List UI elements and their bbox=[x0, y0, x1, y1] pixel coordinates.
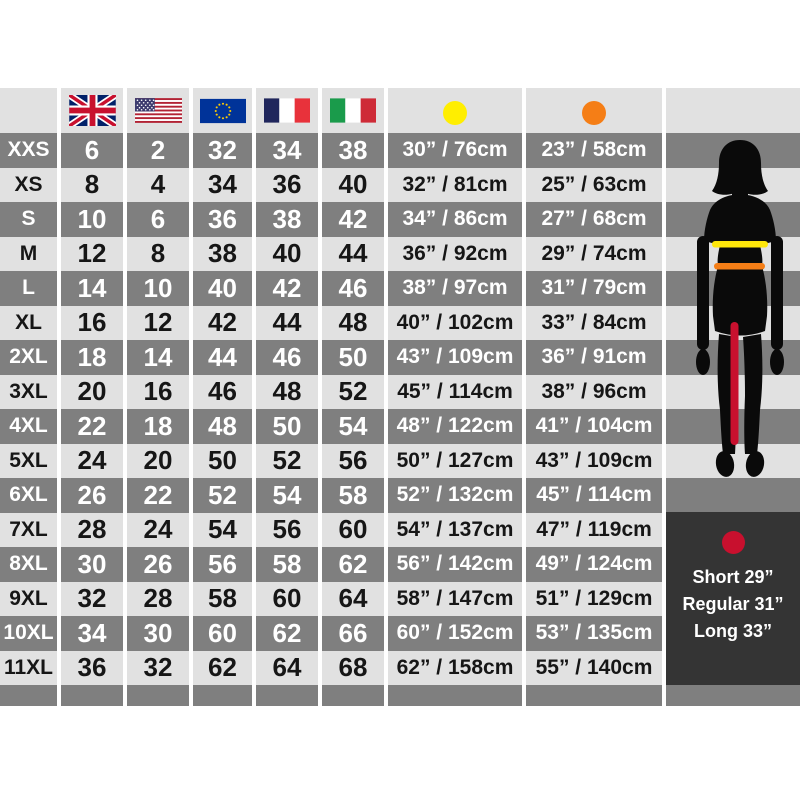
cell-size-S: S bbox=[0, 202, 57, 237]
cell-chest-XL: 40” / 102cm bbox=[388, 306, 522, 341]
cell-chest-6XL: 52” / 132cm bbox=[388, 478, 522, 513]
cell-italy-2XL: 50 bbox=[322, 340, 384, 375]
footer-stripe bbox=[0, 685, 57, 706]
eu-flag-icon bbox=[200, 98, 246, 124]
cell-usa-2XL: 14 bbox=[127, 340, 189, 375]
cell-uk-9XL: 32 bbox=[61, 582, 123, 617]
cell-eu-9XL: 58 bbox=[193, 582, 252, 617]
figure-column-stripe bbox=[666, 444, 800, 479]
cell-size-2XL: 2XL bbox=[0, 340, 57, 375]
footer-stripe bbox=[666, 685, 800, 706]
cell-waist-2XL: 36” / 91cm bbox=[526, 340, 662, 375]
cell-size-3XL: 3XL bbox=[0, 375, 57, 410]
cell-waist-7XL: 47” / 119cm bbox=[526, 513, 662, 548]
uk-flag-icon bbox=[69, 95, 116, 126]
cell-france-M: 40 bbox=[256, 237, 318, 272]
cell-chest-5XL: 50” / 127cm bbox=[388, 444, 522, 479]
cell-italy-XS: 40 bbox=[322, 168, 384, 203]
cell-waist-10XL: 53” / 135cm bbox=[526, 616, 662, 651]
footer-stripe bbox=[388, 685, 522, 706]
cell-eu-XXS: 32 bbox=[193, 133, 252, 168]
cell-size-8XL: 8XL bbox=[0, 547, 57, 582]
cell-eu-XL: 42 bbox=[193, 306, 252, 341]
cell-uk-5XL: 24 bbox=[61, 444, 123, 479]
cell-eu-2XL: 44 bbox=[193, 340, 252, 375]
figure-column-stripe bbox=[666, 168, 800, 203]
italy-column-header bbox=[322, 88, 384, 133]
cell-waist-11XL: 55” / 140cm bbox=[526, 651, 662, 686]
cell-eu-10XL: 60 bbox=[193, 616, 252, 651]
footer-stripe bbox=[127, 685, 189, 706]
cell-france-4XL: 50 bbox=[256, 409, 318, 444]
cell-chest-9XL: 58” / 147cm bbox=[388, 582, 522, 617]
cell-chest-M: 36” / 92cm bbox=[388, 237, 522, 272]
eu-column-header bbox=[193, 88, 252, 133]
cell-italy-5XL: 56 bbox=[322, 444, 384, 479]
cell-italy-M: 44 bbox=[322, 237, 384, 272]
cell-france-S: 38 bbox=[256, 202, 318, 237]
cell-italy-L: 46 bbox=[322, 271, 384, 306]
cell-size-11XL: 11XL bbox=[0, 651, 57, 686]
cell-chest-4XL: 48” / 122cm bbox=[388, 409, 522, 444]
cell-eu-S: 36 bbox=[193, 202, 252, 237]
figure-column-header bbox=[666, 88, 800, 133]
cell-france-8XL: 58 bbox=[256, 547, 318, 582]
cell-size-XL: XL bbox=[0, 306, 57, 341]
cell-chest-8XL: 56” / 142cm bbox=[388, 547, 522, 582]
cell-uk-7XL: 28 bbox=[61, 513, 123, 548]
cell-france-11XL: 64 bbox=[256, 651, 318, 686]
cell-usa-6XL: 22 bbox=[127, 478, 189, 513]
cell-size-XS: XS bbox=[0, 168, 57, 203]
cell-italy-S: 42 bbox=[322, 202, 384, 237]
cell-italy-9XL: 64 bbox=[322, 582, 384, 617]
figure-column-stripe bbox=[666, 133, 800, 168]
cell-waist-XXS: 23” / 58cm bbox=[526, 133, 662, 168]
cell-france-XS: 36 bbox=[256, 168, 318, 203]
waist-column-header bbox=[526, 88, 662, 133]
cell-uk-2XL: 18 bbox=[61, 340, 123, 375]
cell-usa-10XL: 30 bbox=[127, 616, 189, 651]
cell-size-L: L bbox=[0, 271, 57, 306]
cell-uk-XL: 16 bbox=[61, 306, 123, 341]
cell-france-XXS: 34 bbox=[256, 133, 318, 168]
cell-chest-3XL: 45” / 114cm bbox=[388, 375, 522, 410]
cell-waist-9XL: 51” / 129cm bbox=[526, 582, 662, 617]
cell-uk-S: 10 bbox=[61, 202, 123, 237]
usa-flag-icon bbox=[135, 97, 182, 124]
cell-size-XXS: XXS bbox=[0, 133, 57, 168]
cell-uk-8XL: 30 bbox=[61, 547, 123, 582]
footer-stripe bbox=[322, 685, 384, 706]
figure-column-stripe bbox=[666, 202, 800, 237]
cell-eu-6XL: 52 bbox=[193, 478, 252, 513]
size-column-header bbox=[0, 88, 57, 133]
waist-dot-icon bbox=[582, 101, 606, 125]
chest-dot-icon bbox=[443, 101, 467, 125]
cell-usa-5XL: 20 bbox=[127, 444, 189, 479]
cell-uk-6XL: 26 bbox=[61, 478, 123, 513]
leg-length-panel bbox=[666, 512, 800, 685]
cell-chest-2XL: 43” / 109cm bbox=[388, 340, 522, 375]
cell-usa-4XL: 18 bbox=[127, 409, 189, 444]
cell-france-6XL: 54 bbox=[256, 478, 318, 513]
cell-usa-7XL: 24 bbox=[127, 513, 189, 548]
cell-usa-L: 10 bbox=[127, 271, 189, 306]
cell-size-M: M bbox=[0, 237, 57, 272]
cell-france-L: 42 bbox=[256, 271, 318, 306]
figure-column-stripe bbox=[666, 375, 800, 410]
figure-column-stripe bbox=[666, 409, 800, 444]
cell-eu-3XL: 46 bbox=[193, 375, 252, 410]
footer-stripe bbox=[526, 685, 662, 706]
cell-waist-8XL: 49” / 124cm bbox=[526, 547, 662, 582]
cell-italy-XL: 48 bbox=[322, 306, 384, 341]
cell-eu-XS: 34 bbox=[193, 168, 252, 203]
chest-column-header bbox=[388, 88, 522, 133]
cell-usa-8XL: 26 bbox=[127, 547, 189, 582]
figure-column-stripe bbox=[666, 340, 800, 375]
cell-usa-XXS: 2 bbox=[127, 133, 189, 168]
cell-size-7XL: 7XL bbox=[0, 513, 57, 548]
cell-eu-L: 40 bbox=[193, 271, 252, 306]
cell-eu-M: 38 bbox=[193, 237, 252, 272]
cell-waist-XS: 25” / 63cm bbox=[526, 168, 662, 203]
cell-chest-L: 38” / 97cm bbox=[388, 271, 522, 306]
cell-uk-4XL: 22 bbox=[61, 409, 123, 444]
cell-chest-10XL: 60” / 152cm bbox=[388, 616, 522, 651]
cell-uk-11XL: 36 bbox=[61, 651, 123, 686]
cell-waist-5XL: 43” / 109cm bbox=[526, 444, 662, 479]
italy-flag-icon bbox=[330, 97, 376, 124]
cell-size-4XL: 4XL bbox=[0, 409, 57, 444]
cell-france-5XL: 52 bbox=[256, 444, 318, 479]
cell-italy-XXS: 38 bbox=[322, 133, 384, 168]
cell-chest-7XL: 54” / 137cm bbox=[388, 513, 522, 548]
cell-chest-XS: 32” / 81cm bbox=[388, 168, 522, 203]
cell-chest-11XL: 62” / 158cm bbox=[388, 651, 522, 686]
cell-uk-3XL: 20 bbox=[61, 375, 123, 410]
cell-france-XL: 44 bbox=[256, 306, 318, 341]
figure-column-stripe bbox=[666, 237, 800, 272]
leg-length-short: Short 29” bbox=[692, 567, 774, 587]
footer-stripe bbox=[61, 685, 123, 706]
cell-italy-3XL: 52 bbox=[322, 375, 384, 410]
cell-waist-3XL: 38” / 96cm bbox=[526, 375, 662, 410]
cell-eu-5XL: 50 bbox=[193, 444, 252, 479]
cell-usa-9XL: 28 bbox=[127, 582, 189, 617]
cell-waist-6XL: 45” / 114cm bbox=[526, 478, 662, 513]
cell-italy-4XL: 54 bbox=[322, 409, 384, 444]
cell-france-2XL: 46 bbox=[256, 340, 318, 375]
france-column-header bbox=[256, 88, 318, 133]
cell-chest-S: 34” / 86cm bbox=[388, 202, 522, 237]
figure-column-stripe bbox=[666, 478, 800, 513]
cell-eu-7XL: 54 bbox=[193, 513, 252, 548]
cell-size-9XL: 9XL bbox=[0, 582, 57, 617]
cell-france-9XL: 60 bbox=[256, 582, 318, 617]
cell-waist-M: 29” / 74cm bbox=[526, 237, 662, 272]
cell-waist-L: 31” / 79cm bbox=[526, 271, 662, 306]
usa-column-header bbox=[127, 88, 189, 133]
cell-size-5XL: 5XL bbox=[0, 444, 57, 479]
cell-waist-XL: 33” / 84cm bbox=[526, 306, 662, 341]
cell-eu-4XL: 48 bbox=[193, 409, 252, 444]
cell-usa-M: 8 bbox=[127, 237, 189, 272]
cell-france-3XL: 48 bbox=[256, 375, 318, 410]
footer-stripe bbox=[193, 685, 252, 706]
cell-eu-8XL: 56 bbox=[193, 547, 252, 582]
cell-size-10XL: 10XL bbox=[0, 616, 57, 651]
cell-waist-S: 27” / 68cm bbox=[526, 202, 662, 237]
leg-length-long: Long 33” bbox=[693, 621, 772, 641]
cell-italy-11XL: 68 bbox=[322, 651, 384, 686]
cell-waist-4XL: 41” / 104cm bbox=[526, 409, 662, 444]
cell-eu-11XL: 62 bbox=[193, 651, 252, 686]
france-flag-icon bbox=[264, 97, 310, 124]
cell-uk-XS: 8 bbox=[61, 168, 123, 203]
cell-italy-7XL: 60 bbox=[322, 513, 384, 548]
cell-france-10XL: 62 bbox=[256, 616, 318, 651]
figure-column-stripe bbox=[666, 306, 800, 341]
cell-italy-6XL: 58 bbox=[322, 478, 384, 513]
leg-length-regular: Regular 31” bbox=[682, 594, 784, 614]
cell-usa-S: 6 bbox=[127, 202, 189, 237]
cell-italy-8XL: 62 bbox=[322, 547, 384, 582]
cell-chest-XXS: 30” / 76cm bbox=[388, 133, 522, 168]
footer-stripe bbox=[256, 685, 318, 706]
cell-italy-10XL: 66 bbox=[322, 616, 384, 651]
cell-size-6XL: 6XL bbox=[0, 478, 57, 513]
cell-uk-XXS: 6 bbox=[61, 133, 123, 168]
cell-usa-XL: 12 bbox=[127, 306, 189, 341]
cell-usa-3XL: 16 bbox=[127, 375, 189, 410]
figure-column-stripe bbox=[666, 271, 800, 306]
cell-uk-10XL: 34 bbox=[61, 616, 123, 651]
cell-usa-XS: 4 bbox=[127, 168, 189, 203]
cell-uk-L: 14 bbox=[61, 271, 123, 306]
uk-column-header bbox=[61, 88, 123, 133]
cell-usa-11XL: 32 bbox=[127, 651, 189, 686]
cell-france-7XL: 56 bbox=[256, 513, 318, 548]
cell-uk-M: 12 bbox=[61, 237, 123, 272]
length-dot-icon bbox=[722, 531, 745, 554]
